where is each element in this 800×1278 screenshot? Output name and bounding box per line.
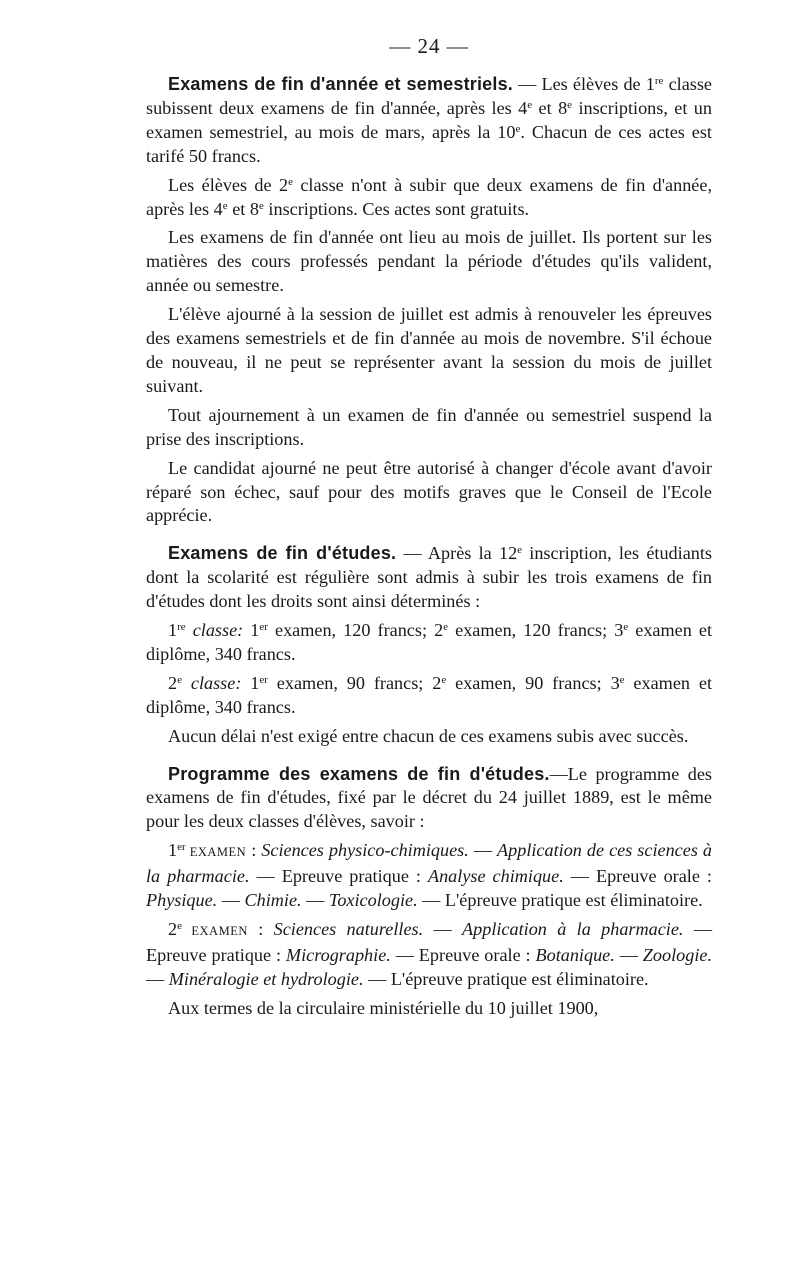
italic-text: Application de ces sciences à la pharmacie. — [146, 840, 713, 887]
text: 1 — [243, 620, 260, 641]
superscript: er — [259, 621, 268, 634]
exam-label: EXAMEN — [181, 924, 248, 938]
superscript: e — [258, 199, 264, 212]
text: — L'épreuve pratique est éliminatoire. — [363, 968, 649, 989]
paragraph — [146, 763, 712, 835]
text: examen, 120 francs; — [267, 620, 435, 641]
italic-text: Zoologie. — [642, 944, 712, 965]
text: — — [146, 968, 169, 989]
paragraph — [146, 73, 712, 169]
paragraph: Aucun délai n'est exigé entre chacun de ces examens subis avec succès. — [168, 725, 689, 746]
section-programme-examens — [146, 763, 712, 1021]
text: — Epreuve orale : — [563, 866, 712, 887]
section-heading: Examens de fin d'études. — [168, 543, 397, 564]
text: classe n'ont à subir que deux examens de fin d'année, après les — [146, 174, 713, 219]
text: — — [468, 840, 498, 861]
text: 12 — [498, 543, 518, 564]
text: Les élèves de — [168, 174, 279, 195]
section-heading: Examens de fin d'année et semestriels. — [168, 74, 513, 94]
text: examen, 90 francs; — [446, 672, 611, 693]
italic-text: Application à la pharmacie. — [462, 919, 684, 939]
superscript: re — [654, 75, 664, 87]
italic-text: Sciences physico-chimiques. — [261, 840, 469, 861]
text: —Le programme des examens de fin d'études, fixé par le décret du 24 juillet 1889, est le même pour les deux classes d'élèves, savoir : — [146, 763, 712, 832]
text: 8 — [249, 198, 259, 219]
text: et — [532, 97, 559, 118]
superscript: e — [567, 98, 573, 111]
text: 2 — [434, 620, 444, 641]
italic-text: Chimie. — [244, 890, 302, 911]
paragraph: Les examens de fin d'année ont lieu au mois de juillet. Ils portent sur les matières des cours professés pendant la période d'études qu'ils valident, année ou semestre. — [146, 227, 712, 296]
superscript: e — [527, 98, 533, 111]
italic-text: Sciences naturelles. — [273, 919, 424, 939]
superscript: e — [441, 673, 447, 686]
text: examen et diplôme, 340 francs. — [146, 620, 712, 664]
text: 2 — [432, 672, 442, 693]
section-fin-etudes — [146, 542, 712, 748]
superscript: re — [177, 621, 186, 634]
paragraph: L'élève ajourné à la session de juillet est admis à renouveler les épreuves des examens semestriels et de fin d'année au mois de novembre. S'il échoue de nouveau, il ne peut se représenter avant la session du mois de juillet suivant. — [146, 304, 712, 396]
text: et — [227, 198, 250, 219]
text: — Epreuve pratique : — [146, 919, 713, 965]
section-fin-annee-semestriels — [146, 73, 712, 528]
superscript: e — [517, 544, 523, 557]
superscript: er — [177, 841, 186, 854]
text: 8 — [558, 97, 568, 118]
text: inscription, les étudiants dont la scolarité est régulière sont admis à subir les trois examens de fin d'études dont les droits sont ainsi déterminés : — [146, 543, 712, 612]
text: — L'épreuve pratique est éliminatoire. — [417, 890, 703, 911]
italic-text: Botanique. — [535, 944, 615, 965]
italic-text: Physique. — [146, 890, 218, 911]
paragraph — [146, 918, 712, 992]
italic-text: Micrographie. — [285, 944, 391, 965]
paragraph — [146, 174, 712, 222]
text: — — [217, 890, 245, 911]
paragraph: Tout ajournement à un examen de fin d'année ou semestriel suspend la prise des inscriptions. — [146, 404, 712, 449]
page-number: — 24 — — [389, 34, 469, 58]
text: 1 — [168, 840, 178, 861]
text: 2 — [168, 672, 178, 693]
text: examen, 90 francs; — [267, 672, 433, 693]
text: inscriptions. Ces actes sont gratuits. — [263, 198, 530, 219]
superscript: e — [443, 621, 449, 634]
text: — Epreuve pratique : — [249, 866, 428, 887]
text: — — [301, 890, 329, 911]
exam-label: EXAMEN — [185, 845, 247, 860]
text: — — [423, 919, 463, 939]
text: . Chacun de ces actes est tarifé 50 francs. — [146, 121, 712, 166]
section-heading: Programme des examens de fin d'études. — [168, 763, 550, 784]
superscript: e — [177, 920, 182, 932]
text: — — [614, 944, 643, 965]
text: 2 — [278, 174, 289, 195]
superscript: e — [515, 122, 521, 135]
superscript: e — [623, 621, 629, 634]
paragraph — [146, 839, 712, 913]
class-label: classe: — [185, 620, 244, 641]
superscript: e — [177, 673, 182, 686]
text: examen et diplôme, 340 francs. — [146, 672, 712, 717]
text: — Les élèves de — [513, 74, 646, 94]
text: : — [247, 919, 274, 939]
class-label: classe: — [181, 672, 242, 693]
paragraph — [146, 619, 712, 667]
italic-text: Minéralogie et hydrologie. — [168, 968, 364, 989]
superscript: e — [288, 175, 293, 188]
text: 4 — [213, 198, 223, 219]
paragraph — [146, 672, 712, 720]
text: examen, 120 francs; — [448, 620, 615, 641]
superscript: er — [259, 673, 268, 686]
superscript: e — [222, 199, 228, 212]
text: — Après la — [396, 543, 499, 564]
text: 10 — [497, 121, 516, 142]
text: inscriptions, et un examen semestriel, au mois de mars, après la — [146, 97, 712, 142]
text: classe subissent deux examens de fin d'année, après les — [146, 74, 712, 118]
document-page — [146, 34, 712, 1033]
text: 1 — [645, 74, 655, 94]
paragraph — [146, 542, 712, 614]
text: 1 — [168, 620, 178, 641]
italic-text: Analyse chimique. — [427, 866, 564, 887]
text: 3 — [610, 672, 620, 693]
paragraph: Le candidat ajourné ne peut être autorisé à changer d'école avant d'avoir réparé son échec, sauf pour des motifs graves que le Conseil de l'Ecole apprécie. — [146, 457, 712, 526]
text: 4 — [518, 97, 528, 118]
italic-text: Toxicologie. — [328, 890, 418, 911]
text: 2 — [168, 919, 178, 939]
text: 1 — [241, 672, 260, 693]
text: : — [246, 840, 262, 861]
paragraph: Aux termes de la circulaire ministérielle du 10 juillet 1900, — [168, 997, 599, 1018]
text: — Epreuve orale : — [390, 944, 536, 965]
text: 3 — [614, 620, 624, 641]
superscript: e — [619, 673, 625, 686]
